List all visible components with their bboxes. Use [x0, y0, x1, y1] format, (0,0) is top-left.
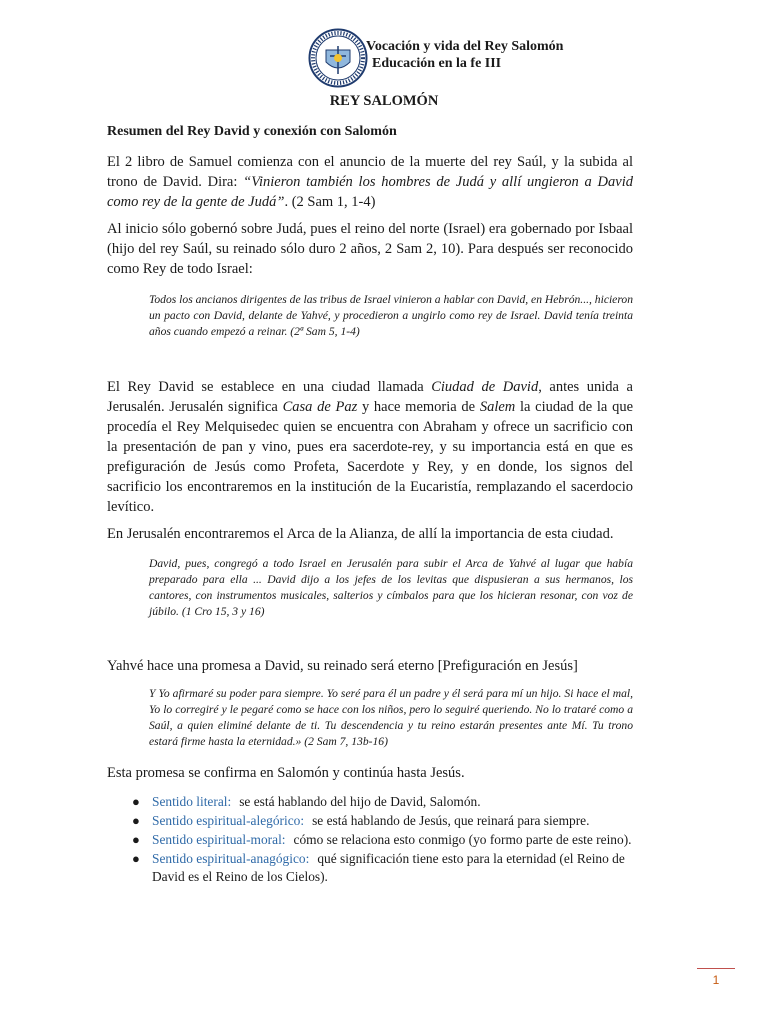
sense-label: Sentido espiritual-moral: — [152, 832, 286, 847]
sense-text: cómo se relaciona esto conmigo (yo formo parte de este reino). — [293, 832, 632, 847]
paragraph-6: Esta promesa se confirma en Salomón y continúa hasta Jesús. — [107, 765, 465, 781]
senses-list — [107, 793, 633, 886]
quote-block-3: Y Yo afirmaré su poder para siempre. Yo seré para él un padre y él será para mí un hijo. Si hace el mal, Yo lo corregiré y le pegaré como se hace con los niños, pero lo seguiré queriendo. No lo trataré como a Saúl, a quien eliminé delante de ti. Tu descendencia y tu reino estarán presentes ante Mí. Tu trono estará firme hasta la eternidad.» (2 Sam 7, 13b-16) — [149, 687, 633, 748]
paragraph-1-citation: “Vinieron también los hombres de Judá y allí ungieron a David como rey de la gente de Judá” — [107, 174, 633, 210]
sense-text: se está hablando del hijo de David, Salomón. — [239, 794, 481, 809]
header-titles — [366, 38, 563, 72]
quote-block-2: David, pues, congregó a todo Israel en Jerusalén para subir el Arca de Yahvé al lugar que había preparado para ella ... David dijo a los jefes de los levitas que dispusieran a sus hermanos, los cantores, con instrumentos musicales, salterios y címbalos para que los hicieran resonar, con voz de júbilo. (1 Cro 15, 3 y 16) — [149, 557, 633, 618]
header-course-subtitle: Educación en la fe III — [372, 56, 502, 71]
page-title: REY SALOMÓN — [329, 93, 439, 109]
page-number: 1 — [697, 968, 735, 987]
header-course-title: Vocación y vida del Rey Salomón — [366, 39, 564, 54]
paragraph-2: Al inicio sólo gobernó sobre Judá, pues el reino del norte (Israel) era gobernado por Isbaal (hijo del rey Saúl, su reinado sólo duro 2 años, 2 Sam 2, 10). Para después ser reconocido como Rey de todo Israel: — [107, 221, 633, 277]
sense-label: Sentido espiritual-alegórico: — [152, 813, 305, 828]
paragraph-3-text-a: El Rey David se establece en una ciudad llamada — [107, 379, 432, 395]
quote-block-1: Todos los ancianos dirigentes de las tribus de Israel vinieron a hablar con David, en Hebrón..., hicieron un pacto con David, delante de Yahvé, y procedieron a ungirlo como rey de Israel. David tenía treinta años cuando empezó a reinar. (2ª Sam 5, 1-4) — [149, 293, 634, 338]
paragraph-3-text-e: y hace memoria de — [357, 399, 480, 415]
sense-text: se está hablando de Jesús, que reinará para siempre. — [312, 813, 590, 828]
paragraph-1-text-c: . (2 Sam 1, 1-4) — [284, 194, 376, 210]
bullet-icon: ● — [132, 832, 140, 847]
paragraph-1-text-a: El 2 libro de Samuel comienza con el anuncio de la muerte del rey Saúl, y la subida al trono de David. Dira: — [107, 154, 633, 190]
paragraph-3-text-g: la ciudad de la que procedía el Rey Melquisedec quien se encuentra con Abraham y ofrece un sacrificio con la presentación de pan y vino, pues era sacerdote-rey, y su importancia está en que es prefiguración de Jesús como Profeta, Sacerdote y Rey, y en donde, los signos del sacrificio los encontraremos en la institución de la Eucaristía, remplazando el sacerdocio levítico. — [107, 399, 634, 515]
section-subheading: Resumen del Rey David y conexión con Salomón — [107, 124, 397, 139]
institute-seal-icon — [308, 28, 368, 88]
bullet-icon: ● — [132, 794, 140, 809]
sense-label: Sentido literal: — [152, 794, 232, 809]
paragraph-3-city-name: Ciudad de David — [431, 379, 539, 395]
sense-label: Sentido espiritual-anagógico: — [152, 851, 310, 866]
document-body — [107, 122, 633, 887]
paragraph-3-meaning: Casa de Paz — [282, 399, 358, 415]
paragraph-4: En Jerusalén encontraremos el Arca de la Alianza, de allí la importancia de esta ciudad. — [107, 526, 614, 542]
bullet-icon: ● — [132, 813, 140, 828]
list-item — [132, 793, 633, 811]
paragraph-3 — [107, 377, 633, 517]
paragraph-3-salem: Salem — [479, 399, 516, 415]
list-item — [132, 812, 633, 830]
paragraph-1 — [107, 152, 633, 212]
sense-text: qué significación tiene esto para la eternidad (el Reino de David es el Reino de los Cielos). — [152, 851, 625, 884]
list-item — [132, 831, 633, 849]
paragraph-5: Yahvé hace una promesa a David, su reinado será eterno [Prefiguración en Jesús] — [107, 658, 578, 674]
list-item — [132, 850, 633, 886]
paragraph-3-text-c: , antes unida a Jerusalén. Jerusalén significa — [107, 379, 633, 415]
bullet-icon: ● — [132, 851, 140, 866]
